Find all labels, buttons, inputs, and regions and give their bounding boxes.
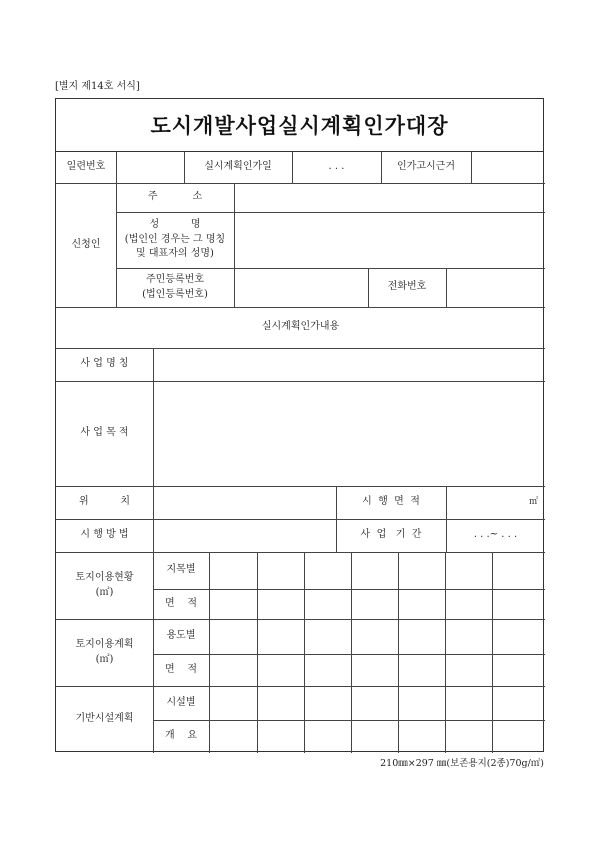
line	[471, 152, 472, 183]
land-use-current-label-main: 토지이용현황	[75, 572, 134, 583]
line	[257, 552, 258, 753]
registration-number-label	[116, 268, 234, 307]
line	[116, 152, 117, 183]
form-number-label: [별지 제14호 서식]	[55, 81, 140, 92]
line	[445, 552, 446, 753]
land-category-label: 지목별	[166, 564, 196, 576]
name-label-sub2: 및 대표자의 성명)	[136, 248, 214, 260]
period-label: 사 업 기 간	[360, 529, 422, 541]
facility-overview-label: 개 요	[164, 730, 198, 742]
name-label-main: 성 명	[149, 219, 201, 231]
land-purpose-label: 용도별	[166, 630, 196, 642]
name-label-sub1: (법인인 경우는 그 명칭	[124, 233, 226, 245]
line	[304, 552, 305, 753]
approval-basis-label: 인가고시근거	[397, 161, 455, 173]
serial-number-label: 일련번호	[66, 161, 106, 173]
line	[351, 552, 352, 753]
land-use-current-label	[56, 552, 153, 619]
land-use-plan-label	[56, 619, 153, 686]
approval-date-value: . . .	[328, 161, 345, 173]
phone-label: 전화번호	[387, 281, 427, 293]
line	[398, 552, 399, 753]
registration-number-label-main: 주민등록번호	[146, 274, 204, 285]
line	[492, 552, 493, 753]
project-purpose-label: 사 업 목 적	[80, 427, 129, 439]
title-cell	[56, 99, 543, 152]
section-header: 실시계획인가내용	[261, 321, 340, 333]
approval-date-label: 실시계획인가일	[204, 161, 272, 173]
line	[209, 552, 210, 753]
period-value: . . .~ . . .	[473, 529, 518, 541]
address-label: 주 소	[147, 191, 203, 203]
line	[153, 654, 545, 655]
name-label	[116, 212, 234, 268]
location-label: 위 치	[78, 496, 131, 508]
project-area-label: 시 행 면 적	[362, 496, 420, 508]
form-title: 도시개발사업실시계획인가대장	[150, 113, 449, 138]
line	[153, 348, 154, 552]
area-unit: ㎡	[528, 496, 538, 507]
facility-type-label: 시설별	[166, 696, 196, 708]
line	[153, 589, 545, 590]
project-name-label: 사 업 명 칭	[80, 358, 129, 370]
registration-number-label-sub: (법인등록번호)	[142, 288, 208, 300]
register-form	[55, 98, 544, 752]
land-use-plan-unit: (㎡)	[95, 653, 114, 665]
infrastructure-label: 기반시설계획	[75, 713, 134, 725]
land-plan-area-label: 면 적	[164, 663, 198, 675]
method-label: 시 행 방 법	[80, 529, 129, 541]
line	[153, 720, 545, 721]
applicant-label: 신청인	[71, 238, 101, 250]
land-use-current-unit: (㎡)	[95, 586, 114, 598]
line	[234, 183, 235, 307]
land-use-plan-label-main: 토지이용계획	[75, 639, 134, 650]
line	[446, 268, 447, 307]
land-current-area-label: 면 적	[164, 597, 198, 609]
paper-spec-note: 210㎜×297 ㎜(보존용지(2종)70g/㎡)	[380, 758, 544, 769]
